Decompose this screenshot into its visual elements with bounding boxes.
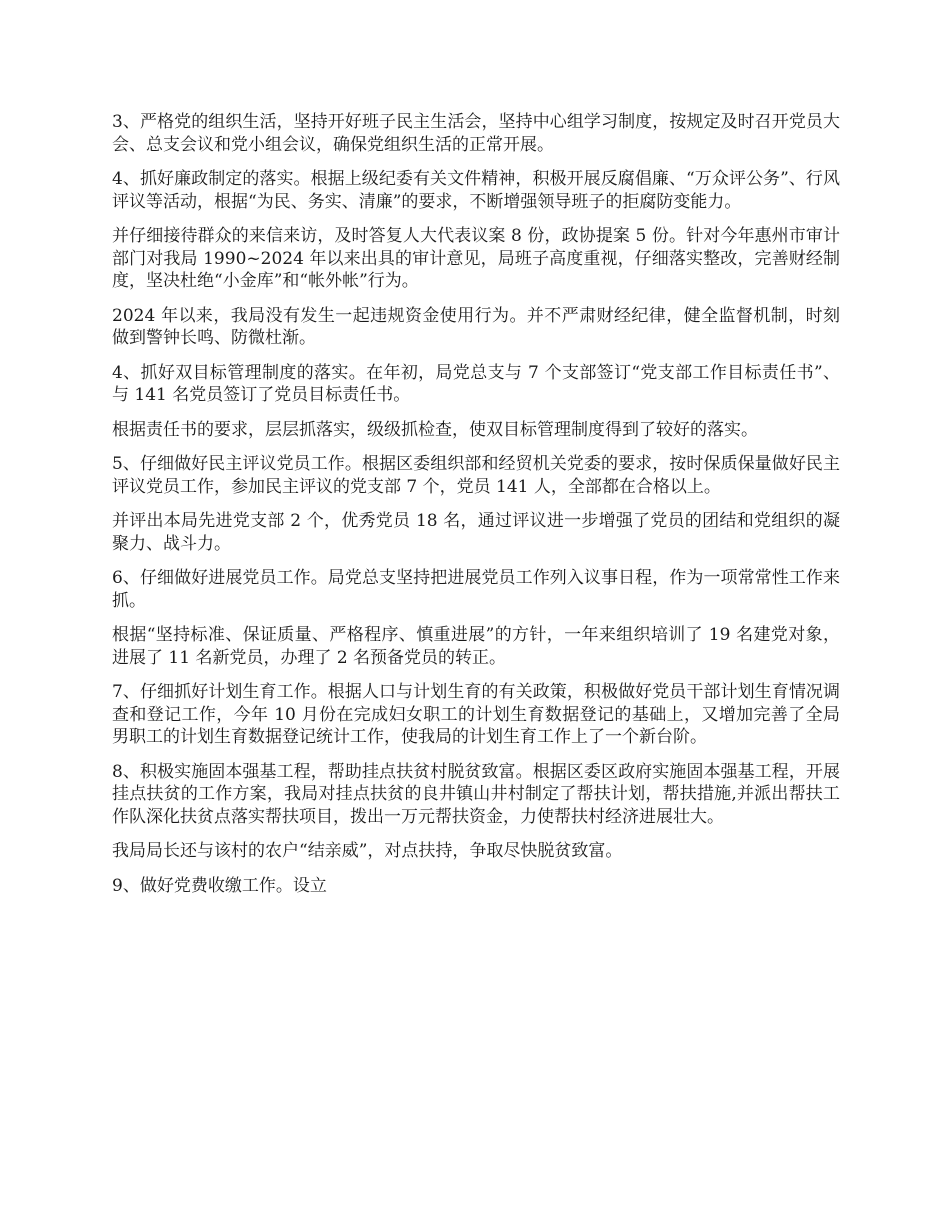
paragraph-development-results: 根据“坚持标准、保证质量、严格程序、慎重进展”的方针，一年来组织培训了 19 名建党对象，进展了 11 名新党员，办理了 2 名预备党员的转正。 — [112, 625, 840, 668]
document-body — [112, 111, 840, 909]
paragraph-party-life: 3、严格党的组织生活，坚持开好班子民主生活会，坚持中心组学习制度，按规定及时召开党员大会、总支会议和党小组会议，确保党组织生活的正常开展。 — [112, 112, 840, 155]
paragraph-funds: 2024 年以来，我局没有发生一起违规资金使用行为。并不严肃财经纪律，健全监督机制，时刻做到警钟长鸣、防微杜渐。 — [112, 305, 840, 348]
paragraph-poverty-relief: 8、积极实施固本强基工程，帮助挂点扶贫村脱贫致富。根据区委区政府实施固本强基工程，开展挂点扶贫的工作方案，我局对挂点扶贫的良井镇山井村制定了帮扶计划，帮扶措施,并派出帮扶工作队深化扶贫点落实帮扶项目，拨出一万元帮扶资金，力使帮扶村经济进展壮大。 — [112, 761, 840, 827]
paragraph-dual-targets: 4、抓好双目标管理制度的落实。在年初，局党总支与 7 个支部签订“党支部工作目标责任书”、与 141 名党员签订了党员目标责任书。 — [112, 362, 840, 405]
paragraph-integrity: 4、抓好廉政制定的落实。根据上级纪委有关文件精神，积极开展反腐倡廉、“万众评公务”、行风评议等活动，根据“为民、务实、清廉”的要求，不断增强领导班子的拒腐防变能力。 — [112, 169, 840, 212]
paragraph-party-dues: 9、做好党费收缴工作。设立 — [112, 875, 327, 896]
paragraph-family-planning: 7、仔细抓好计划生育工作。根据人口与计划生育的有关政策，积极做好党员干部计划生育情况调查和登记工作，今年 10 月份在完成妇女职工的计划生育数据登记的基础上，又增加完善了全局男职工的计划生育数据登记统计工作，使我局的计划生育工作上了一个新台阶。 — [112, 682, 840, 747]
paragraph-review-results: 并评出本局先进党支部 2 个，优秀党员 18 名，通过评议进一步增强了党员的团结和党组织的凝聚力、战斗力。 — [112, 511, 840, 554]
paragraph-member-review: 5、仔细做好民主评议党员工作。根据区委组织部和经贸机关党委的要求，按时保质保量做好民主评议党员工作，参加民主评议的党支部 7 个，党员 141 人，全部都在合格以上。 — [112, 454, 840, 497]
paragraph-member-development: 6、仔细做好进展党员工作。局党总支坚持把进展党员工作列入议事日程，作为一项常常性工作来抓。 — [112, 568, 840, 611]
paragraph-relief-visits: 我局局长还与该村的农户“结亲威”，对点扶持，争取尽快脱贫致富。 — [112, 841, 623, 861]
paragraph-responsibility: 根据责任书的要求，层层抓落实，级级抓检查，使双目标管理制度得到了较好的落实。 — [112, 419, 758, 440]
paragraph-letters-audit: 并仔细接待群众的来信来访，及时答复人大代表议案 8 份，政协提案 5 份。针对今年惠州市审计部门对我局 1990~2024 年以来出具的审计意见，局班子高度重视，仔细落实整改，完善财经制度，坚决杜绝“小金库”和“帐外帐”行为。 — [112, 226, 840, 291]
